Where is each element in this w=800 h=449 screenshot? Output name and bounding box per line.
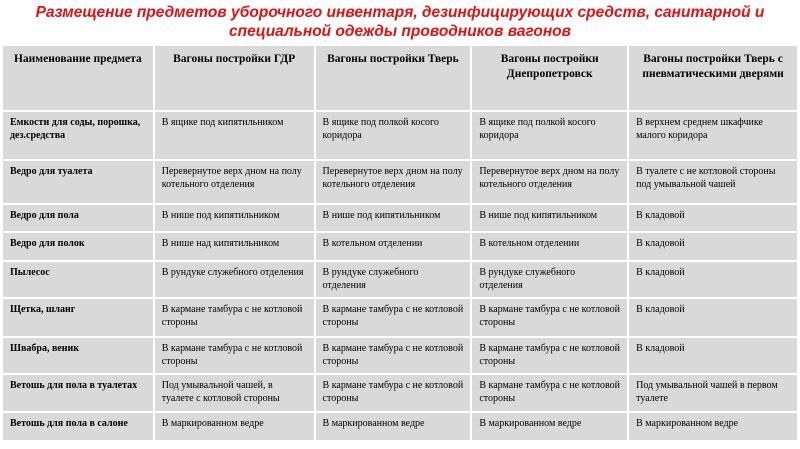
cell-placement: В кармане тамбура с не котловой стороны — [316, 299, 471, 336]
table-row — [3, 112, 797, 159]
table-row — [3, 262, 797, 297]
cell-item-name: Ветошь для пола в салоне — [3, 413, 153, 440]
cell-placement: В нише под кипятильником — [316, 205, 471, 231]
cell-placement: В рундуке служебного отделения — [316, 262, 471, 297]
cell-placement: В кармане тамбура с не котловой стороны — [155, 299, 314, 336]
table-row — [3, 205, 797, 231]
cell-placement: Под умывальной чашей, в туалете с котловой стороны — [155, 375, 314, 411]
cell-placement: В кармане тамбура с не котловой стороны — [472, 338, 627, 373]
cell-placement: Перевернутое верх дном на полу котельного отделения — [472, 161, 627, 203]
cell-placement: В кладовой — [629, 262, 797, 297]
cell-item-name: Емкости для соды, порошка, дез.средства — [3, 112, 153, 159]
cell-placement: В туалете с не котловой стороны под умывальной чашей — [629, 161, 797, 203]
cell-placement: В кладовой — [629, 299, 797, 336]
cell-placement: В нише над кипятильником — [155, 233, 314, 260]
table-row — [3, 161, 797, 203]
column-header: Вагоны постройки Тверь — [316, 46, 471, 110]
cell-item-name: Пылесос — [3, 262, 153, 297]
cell-placement: В нише под кипятильником — [155, 205, 314, 231]
cell-item-name: Швабра, веник — [3, 338, 153, 373]
cell-placement: В кладовой — [629, 338, 797, 373]
cell-placement: В верхнем среднем шкафчике малого коридора — [629, 112, 797, 159]
cell-placement: В маркированном ведре — [155, 413, 314, 440]
column-header: Вагоны постройки Тверь с пневматическими дверями — [629, 46, 797, 110]
cell-item-name: Ведро для полок — [3, 233, 153, 260]
cell-placement: В нише под кипятильником — [472, 205, 627, 231]
cell-placement: В кармане тамбура с не котловой стороны — [472, 299, 627, 336]
cell-placement: В кладовой — [629, 205, 797, 231]
cell-placement: В кармане тамбура с не котловой стороны — [316, 338, 471, 373]
cell-placement: В рундуке служебного отделения — [155, 262, 314, 297]
column-header: Вагоны постройки ГДР — [155, 46, 314, 110]
cell-item-name: Ведро для туалета — [3, 161, 153, 203]
table-row — [3, 233, 797, 260]
cell-placement: В кармане тамбура с не котловой стороны — [155, 338, 314, 373]
cell-placement: Под умывальной чашей в первом туалете — [629, 375, 797, 411]
table-row — [3, 299, 797, 336]
cell-placement: В кармане тамбура с не котловой стороны — [472, 375, 627, 411]
cell-placement: В котельном отделении — [316, 233, 471, 260]
cell-placement: В маркированном ведре — [629, 413, 797, 440]
cell-placement: В маркированном ведре — [472, 413, 627, 440]
cell-placement: В ящике под полкой косого коридора — [316, 112, 471, 159]
column-header: Вагоны постройки Днепропетровск — [472, 46, 627, 110]
cell-placement: В ящике под полкой косого коридора — [472, 112, 627, 159]
cell-placement: В кладовой — [629, 233, 797, 260]
table-row — [3, 413, 797, 440]
cell-placement: Перевернутое верх дном на полу котельного отделения — [316, 161, 471, 203]
table-row — [3, 338, 797, 373]
header-row — [3, 46, 797, 110]
cell-item-name: Ведро для пола — [3, 205, 153, 231]
cell-placement: В рундуке служебного отделения — [472, 262, 627, 297]
cell-placement: Перевернутое верх дном на полу котельного отделения — [155, 161, 314, 203]
cell-item-name: Ветошь для пола в туалетах — [3, 375, 153, 411]
cell-placement: В ящике под кипятильником — [155, 112, 314, 159]
cell-item-name: Щетка, шланг — [3, 299, 153, 336]
column-header: Наименование предмета — [3, 46, 153, 110]
table-row — [3, 375, 797, 411]
table-header — [3, 46, 797, 110]
placement-table — [1, 44, 799, 442]
cell-placement: В кармане тамбура с не котловой стороны — [316, 375, 471, 411]
cell-placement: В котельном отделении — [472, 233, 627, 260]
cell-placement: В маркированном ведре — [316, 413, 471, 440]
table-body — [3, 112, 797, 440]
slide-title: Размещение предметов уборочного инвентаря, дезинфицирующих средств, санитарной и специальной одежды проводников вагонов — [35, 4, 765, 40]
